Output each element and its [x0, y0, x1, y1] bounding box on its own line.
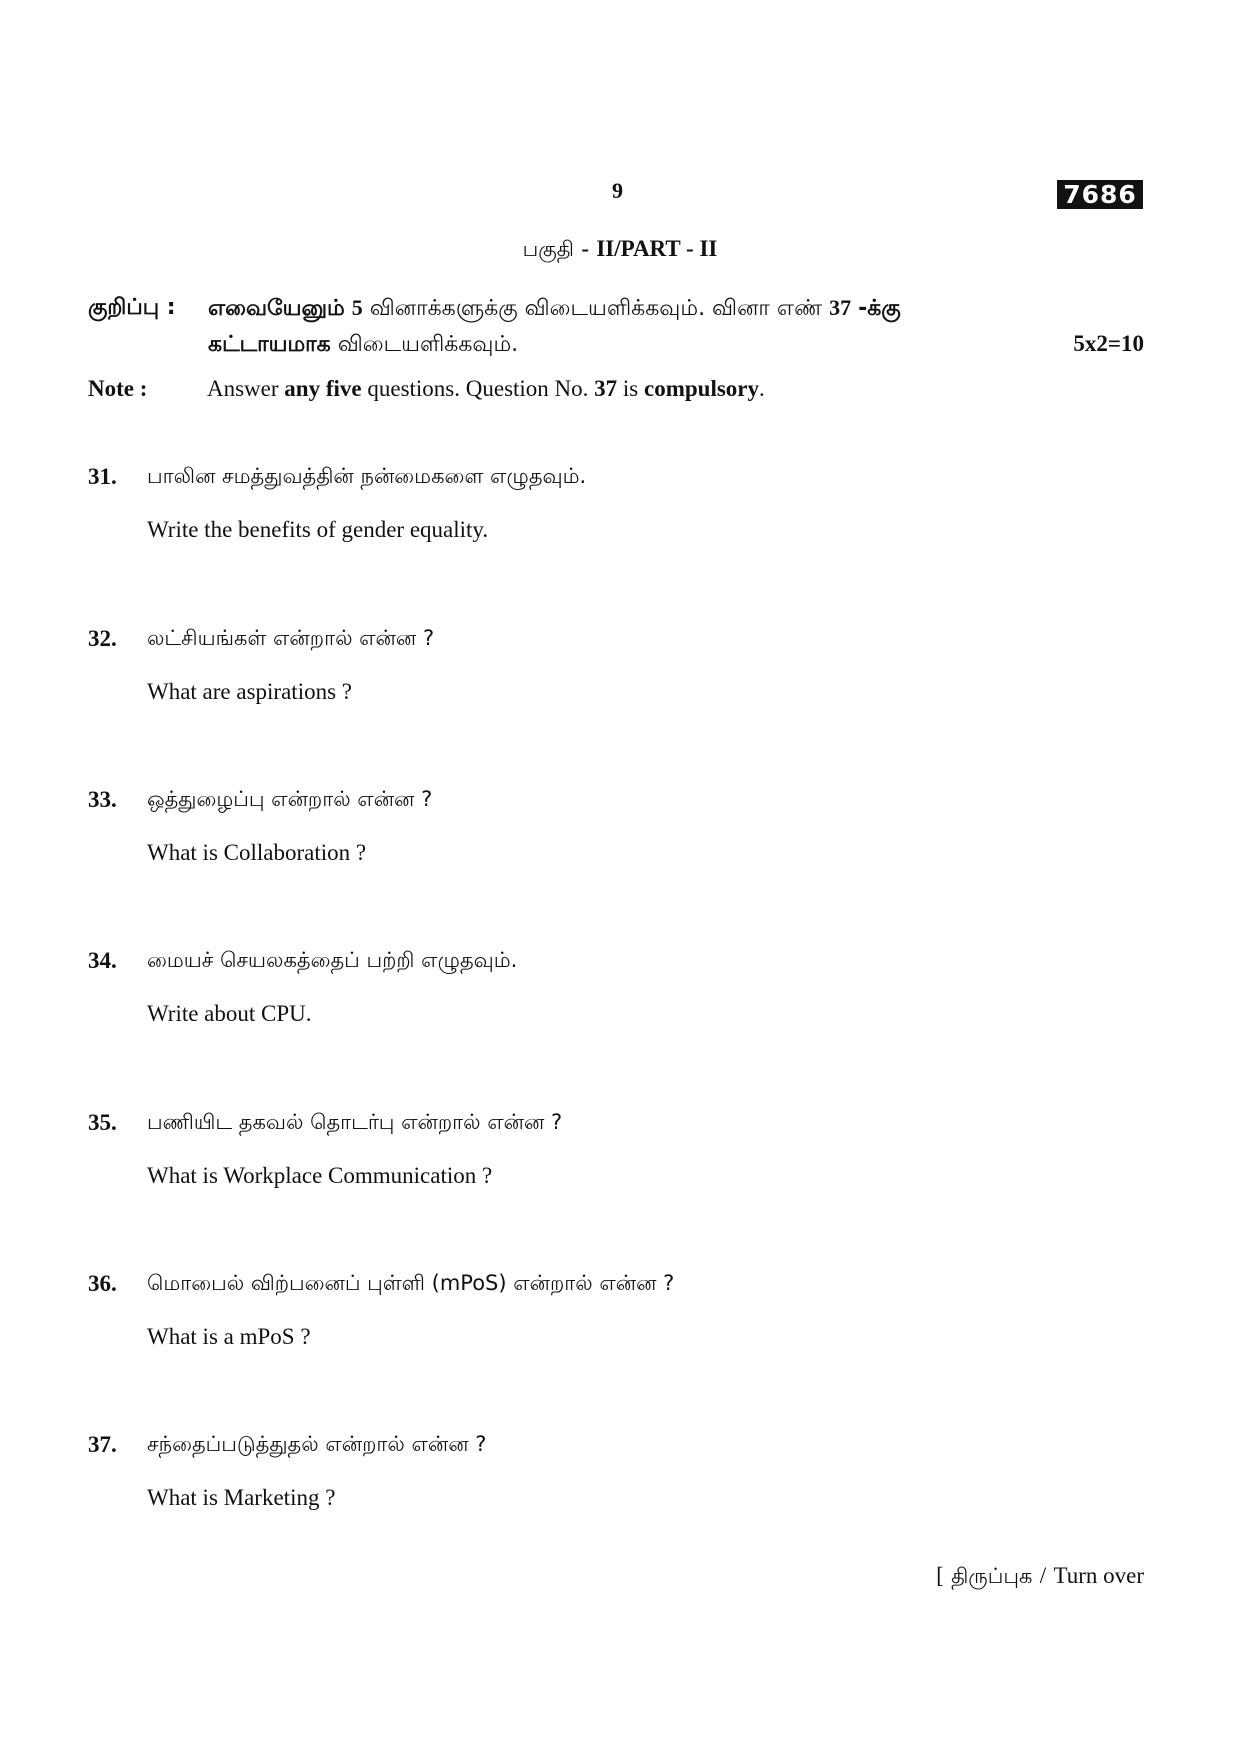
- part-heading-tamil: பகுதி: [522, 237, 575, 261]
- part-heading: [0, 236, 1240, 264]
- english-note-text-2: questions. Question No.: [367, 376, 589, 401]
- tamil-note-count: 5: [351, 295, 363, 320]
- turn-over-bracket: [: [936, 1563, 944, 1588]
- english-note-compulsory: compulsory: [644, 376, 760, 401]
- question-english-text: What is Collaboration ?: [147, 840, 367, 865]
- english-note-question-number: 37: [594, 376, 618, 401]
- question-tamil-text: பணியிட தகவல் தொடர்பு என்றால் என்ன ?: [147, 1110, 563, 1134]
- question-tamil-text: மையச் செயலகத்தைப் பற்றி எழுதவும்.: [147, 948, 518, 972]
- turn-over-indicator: [936, 1563, 1144, 1591]
- english-note-label: Note :: [88, 376, 148, 401]
- english-note-text-4: .: [759, 376, 765, 401]
- question-number: 37.: [88, 1432, 117, 1457]
- question-english-text: What is Marketing ?: [147, 1485, 336, 1510]
- question-english-text: What are aspirations ?: [147, 679, 352, 704]
- question-english-text: Write the benefits of gender equality.: [147, 517, 489, 542]
- question-tamil-text: ஒத்துழைப்பு என்றால் என்ன ?: [147, 787, 433, 811]
- question-number: 32.: [88, 626, 117, 651]
- tamil-note-text-1: வினாக்களுக்கு விடையளிக்கவும். வினா எண்: [369, 296, 823, 321]
- turn-over-tamil: திருப்புக: [951, 1564, 1033, 1588]
- question-number: 33.: [88, 787, 117, 812]
- question-tamil-text: சந்தைப்படுத்துதல் என்றால் என்ன ?: [147, 1432, 487, 1456]
- question-number: 34.: [88, 948, 117, 973]
- question-english-text: What is a mPoS ?: [147, 1324, 311, 1349]
- tamil-note-line-2: [208, 327, 1144, 363]
- part-heading-english: II/PART - II: [596, 236, 718, 261]
- question-tamil-text: பாலின சமத்துவத்தின் நன்மைகளை எழுதவும்.: [147, 464, 587, 488]
- english-note-text-1: Answer: [207, 376, 279, 401]
- tamil-note-suffix: -க்கு: [858, 296, 901, 321]
- english-note-text-3: is: [622, 376, 639, 401]
- tamil-note-any: எவையேனும்: [208, 296, 345, 321]
- english-note-any-five: any five: [284, 376, 362, 401]
- part-heading-separator: -: [581, 236, 589, 261]
- turn-over-english: Turn over: [1053, 1563, 1144, 1588]
- tamil-note-compulsory: கட்டாயமாக: [208, 332, 331, 357]
- tamil-note-question-number: 37: [829, 295, 852, 320]
- paper-code-badge: 7686: [1057, 180, 1143, 209]
- turn-over-slash: /: [1039, 1563, 1047, 1588]
- tamil-note-text-2: விடையளிக்கவும்.: [337, 332, 519, 357]
- english-note-body: [207, 376, 765, 402]
- question-number: 31.: [88, 464, 117, 489]
- marks-allocation: 5x2=10: [1073, 331, 1144, 356]
- question-english-text: What is Workplace Communication ?: [147, 1163, 493, 1188]
- page-number: 9: [612, 178, 623, 203]
- question-number: 36.: [88, 1271, 117, 1296]
- question-number: 35.: [88, 1110, 117, 1135]
- tamil-note-label: குறிப்பு :: [88, 295, 176, 320]
- question-tamil-text: மொபைல் விற்பனைப் புள்ளி (mPoS) என்றால் என்ன ?: [147, 1271, 675, 1295]
- tamil-note-body: [208, 290, 1144, 363]
- question-english-text: Write about CPU.: [147, 1001, 312, 1026]
- tamil-note-line-1: [208, 290, 1144, 327]
- question-tamil-text: லட்சியங்கள் என்றால் என்ன ?: [147, 626, 435, 650]
